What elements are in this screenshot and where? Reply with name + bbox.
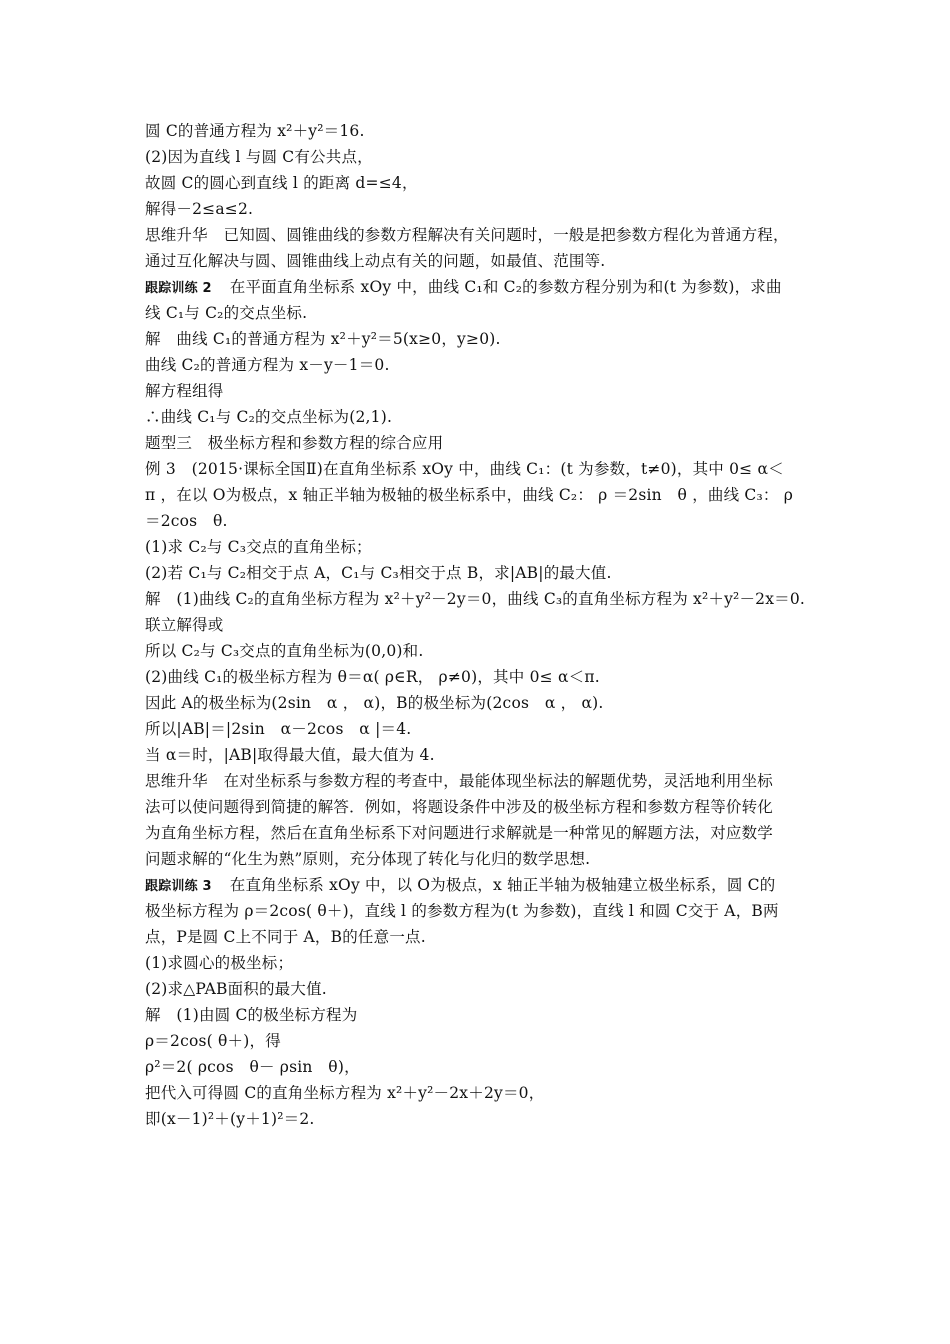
text-line: (2)求△PAB面积的最大值. [145,980,327,998]
text-line: 当 α＝时，|AB|取得最大值，最大值为 4. [145,746,435,764]
text-line: 解 曲线 C₁的普通方程为 x²＋y²＝5(x≥0，y≥0). [145,330,501,348]
document-body [145,118,825,1132]
text-line: 解 (1)曲线 C₂的直角坐标方程为 x²＋y²－2y＝0，曲线 C₃的直角坐标方程为 x²＋y²－2x＝0. [145,590,806,608]
text-line: (2)若 C₁与 C₂相交于点 A，C₁与 C₃相交于点 B，求|AB|的最大值. [145,564,612,582]
text-line: ＝2cos θ. [145,512,228,530]
text-line: π ，在以 O为极点，x 轴正半轴为极轴的极坐标系中，曲线 C₂： ρ ＝2sin θ ，曲线 C₃： ρ [145,486,794,504]
text-line: 解 (1)由圆 C的极坐标方程为 [145,1006,358,1024]
text-line: 题型三 极坐标方程和参数方程的综合应用 [145,434,444,452]
text-line: ρ²＝2( ρcos θ－ ρsin θ)， [145,1058,360,1076]
text-line: (1)求 C₂与 C₃交点的直角坐标； [145,538,372,556]
text-line: 为直角坐标方程，然后在直角坐标系下对问题进行求解就是一种常见的解题方法，对应数学 [145,824,774,842]
section-tag: 跟踪训练 2 [145,281,212,296]
text-line: 思维升华 已知圆、圆锥曲线的参数方程解决有关问题时，一般是把参数方程化为普通方程， [145,226,789,244]
section-tag: 跟踪训练 3 [145,879,212,894]
text-line: ∴曲线 C₁与 C₂的交点坐标为(2,1). [145,408,393,426]
text-line [145,872,825,898]
text-line: 因此 A的极坐标为(2sin α ， α)，B的极坐标为(2cos α ， α). [145,694,604,712]
text-line: 所以 C₂与 C₃交点的直角坐标为(0,0)和. [145,642,424,660]
text-line: (2)曲线 C₁的极坐标方程为 θ＝α( ρ∈R， ρ≠0)，其中 0≤ α＜π. [145,668,600,686]
text-line: 即(x－1)²＋(y＋1)²＝2. [145,1110,315,1128]
text-line: (2)因为直线 l 与圆 C有公共点， [145,148,373,166]
text-line: ρ＝2cos( θ＋)，得 [145,1032,281,1050]
text-line: 联立解得或 [145,616,224,634]
text-line: 点，P是圆 C上不同于 A，B的任意一点. [145,928,426,946]
text-line: 思维升华 在对坐标系与参数方程的考查中，最能体现坐标法的解题优势，灵活地利用坐标 [145,772,774,790]
text-line: 线 C₁与 C₂的交点坐标. [145,304,308,322]
text-line [145,274,825,300]
text-line: 解方程组得 [145,382,224,400]
text-line: 圆 C的普通方程为 x²＋y²＝16. [145,122,365,140]
text-line: 曲线 C₂的普通方程为 x－y－1＝0. [145,356,390,374]
text-line: 法可以使问题得到简捷的解答．例如，将题设条件中涉及的极坐标方程和参数方程等价转化 [145,798,774,816]
text-line: (1)求圆心的极坐标； [145,954,294,972]
text-line: 把代入可得圆 C的直角坐标方程为 x²＋y²－2x＋2y＝0， [145,1084,545,1102]
text-span: 在直角坐标系 xOy 中，以 O为极点，x 轴正半轴为极轴建立极坐标系，圆 C的 [229,876,776,894]
text-line: 例 3 (2015·课标全国Ⅱ)在直角坐标系 xOy 中，曲线 C₁：(t 为参数，t≠0)，其中 0≤ α＜ [145,460,784,478]
text-line: 极坐标方程为 ρ＝2cos( θ＋)，直线 l 的参数方程为(t 为参数)，直线 l 和圆 C交于 A，B两 [145,902,779,920]
text-line: 通过互化解决与圆、圆锥曲线上动点有关的问题，如最值、范围等. [145,252,606,270]
text-line: 问题求解的“化生为熟”原则，充分体现了转化与化归的数学思想. [145,850,591,868]
text-line: 故圆 C的圆心到直线 l 的距离 d=≤4， [145,174,418,192]
text-line: 解得－2≤a≤2. [145,200,254,218]
text-span: 在平面直角坐标系 xOy 中，曲线 C₁和 C₂的参数方程分别为和(t 为参数)，求曲 [229,278,782,296]
text-line: 所以|AB|＝|2sin α－2cos α |＝4. [145,720,412,738]
